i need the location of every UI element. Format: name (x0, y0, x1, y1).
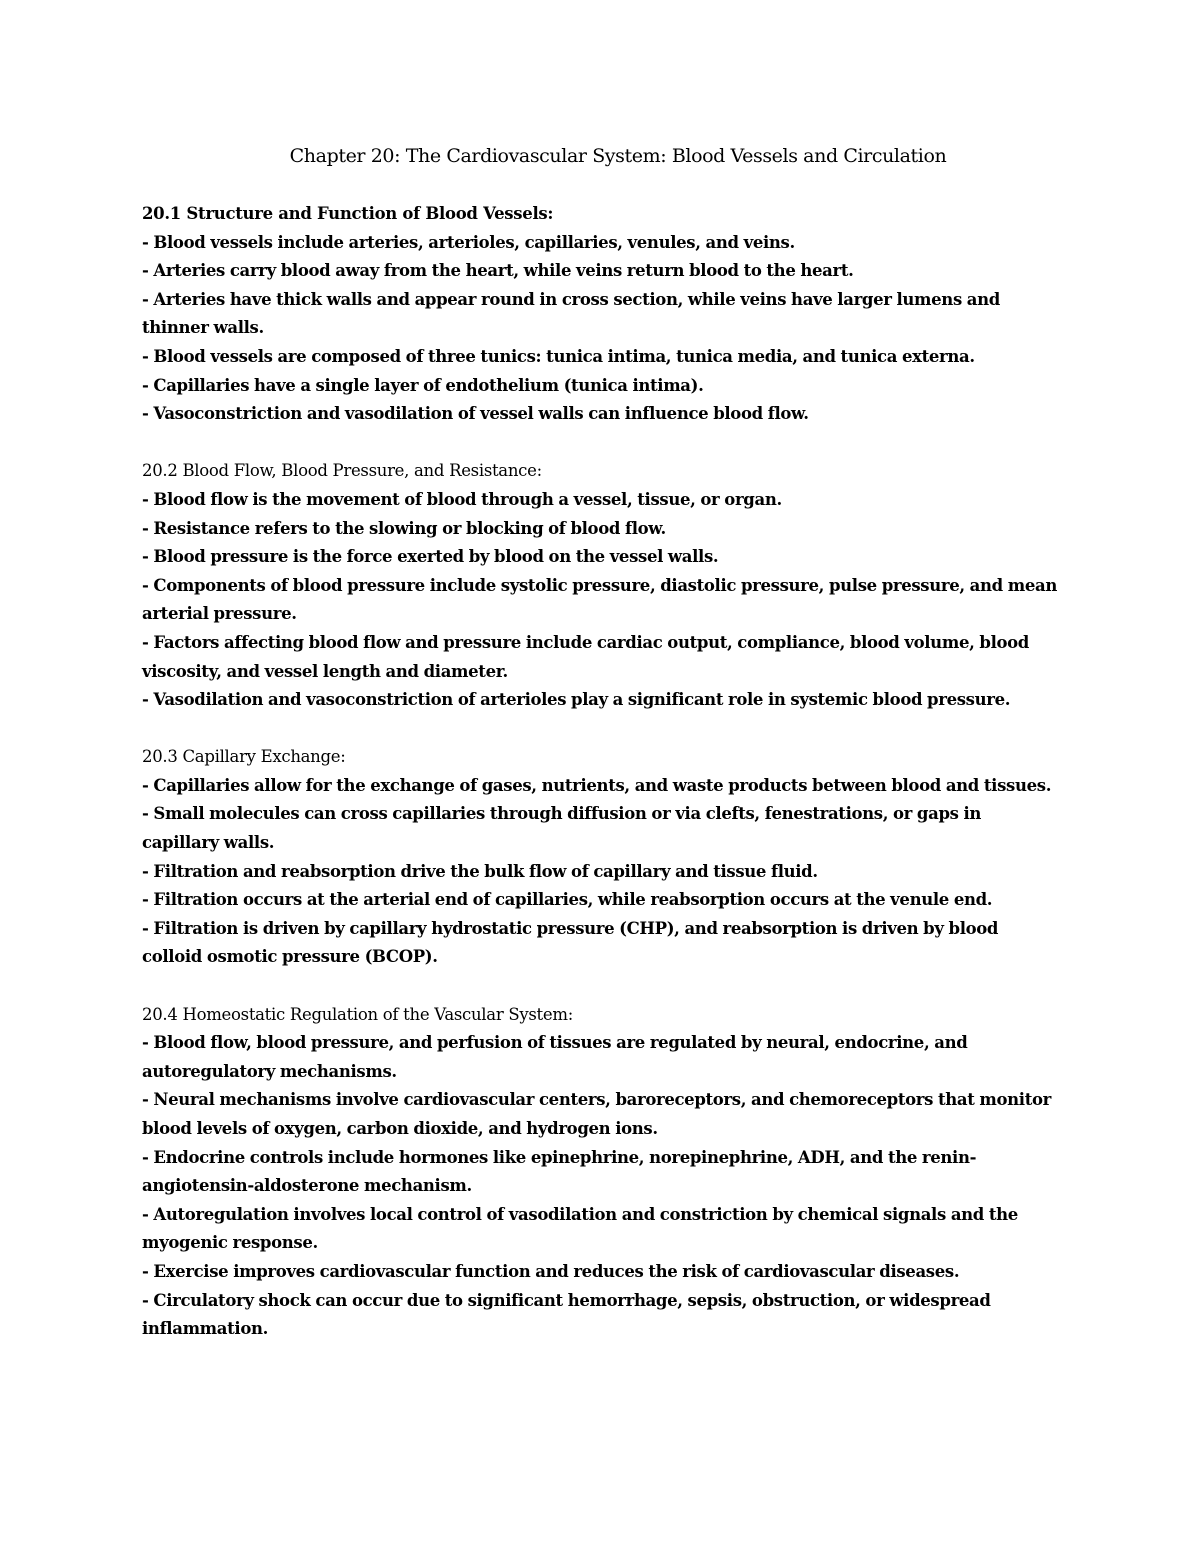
bullet-list (142, 229, 1062, 429)
bullet-item: - Vasoconstriction and vasodilation of vessel walls can influence blood flow. (142, 400, 1062, 429)
bullet-item: - Neural mechanisms involve cardiovascular centers, baroreceptors, and chemoreceptors that monitor blood levels of oxygen, carbon dioxide, and hydrogen ions. (142, 1086, 1062, 1143)
bullet-item: - Endocrine controls include hormones like epinephrine, norepinephrine, ADH, and the renin-angiotensin-aldosterone mechanism. (142, 1144, 1062, 1201)
document-body (142, 200, 1062, 1372)
section-heading: 20.4 Homeostatic Regulation of the Vascular System: (142, 1004, 573, 1024)
bullet-item: - Capillaries allow for the exchange of gases, nutrients, and waste products between blood and tissues. (142, 772, 1062, 801)
bullet-item: - Small molecules can cross capillaries through diffusion or via clefts, fenestrations, or gaps in capillary walls. (142, 800, 1062, 857)
document-title: Chapter 20: The Cardiovascular System: Blood Vessels and Circulation (289, 145, 947, 167)
bullet-item: - Filtration and reabsorption drive the bulk flow of capillary and tissue fluid. (142, 858, 1062, 887)
bullet-item: - Blood vessels are composed of three tunics: tunica intima, tunica media, and tunica externa. (142, 343, 1062, 372)
section-heading: 20.3 Capillary Exchange: (142, 747, 346, 767)
bullet-list (142, 486, 1062, 715)
bullet-item: - Arteries carry blood away from the heart, while veins return blood to the heart. (142, 257, 1062, 286)
bullet-item: - Filtration occurs at the arterial end of capillaries, while reabsorption occurs at the venule end. (142, 886, 1062, 915)
bullet-item: - Vasodilation and vasoconstriction of arterioles play a significant role in systemic blood pressure. (142, 686, 1062, 715)
bullet-list (142, 772, 1062, 972)
bullet-list (142, 1029, 1062, 1344)
bullet-item: - Filtration is driven by capillary hydrostatic pressure (CHP), and reabsorption is driven by blood colloid osmotic pressure (BCOP). (142, 915, 1062, 972)
section-heading: 20.2 Blood Flow, Blood Pressure, and Resistance: (142, 461, 542, 481)
bullet-item: - Autoregulation involves local control of vasodilation and constriction by chemical signals and the myogenic response. (142, 1201, 1062, 1258)
bullet-item: - Resistance refers to the slowing or blocking of blood flow. (142, 515, 1062, 544)
bullet-item: - Blood flow is the movement of blood through a vessel, tissue, or organ. (142, 486, 1062, 515)
bullet-item: - Components of blood pressure include systolic pressure, diastolic pressure, pulse pressure, and mean arterial pressure. (142, 572, 1062, 629)
bullet-item: - Blood pressure is the force exerted by blood on the vessel walls. (142, 543, 1062, 572)
section-heading: 20.1 Structure and Function of Blood Vessels: (142, 204, 554, 223)
bullet-item: - Blood flow, blood pressure, and perfusion of tissues are regulated by neural, endocrine, and autoregulatory mechanisms. (142, 1029, 1062, 1086)
bullet-item: - Capillaries have a single layer of endothelium (tunica intima). (142, 372, 1062, 401)
bullet-item: - Circulatory shock can occur due to significant hemorrhage, sepsis, obstruction, or widespread inflammation. (142, 1287, 1062, 1344)
bullet-item: - Exercise improves cardiovascular function and reduces the risk of cardiovascular diseases. (142, 1258, 1062, 1287)
section-homeostatic-regulation (142, 1001, 1062, 1344)
bullet-item: - Blood vessels include arteries, arterioles, capillaries, venules, and veins. (142, 229, 1062, 258)
section-structure-function (142, 200, 1062, 429)
bullet-item: - Arteries have thick walls and appear round in cross section, while veins have larger lumens and thinner walls. (142, 286, 1062, 343)
section-capillary-exchange (142, 743, 1062, 972)
bullet-item: - Factors affecting blood flow and pressure include cardiac output, compliance, blood volume, blood viscosity, and vessel length and diameter. (142, 629, 1062, 686)
section-blood-flow-pressure (142, 457, 1062, 714)
